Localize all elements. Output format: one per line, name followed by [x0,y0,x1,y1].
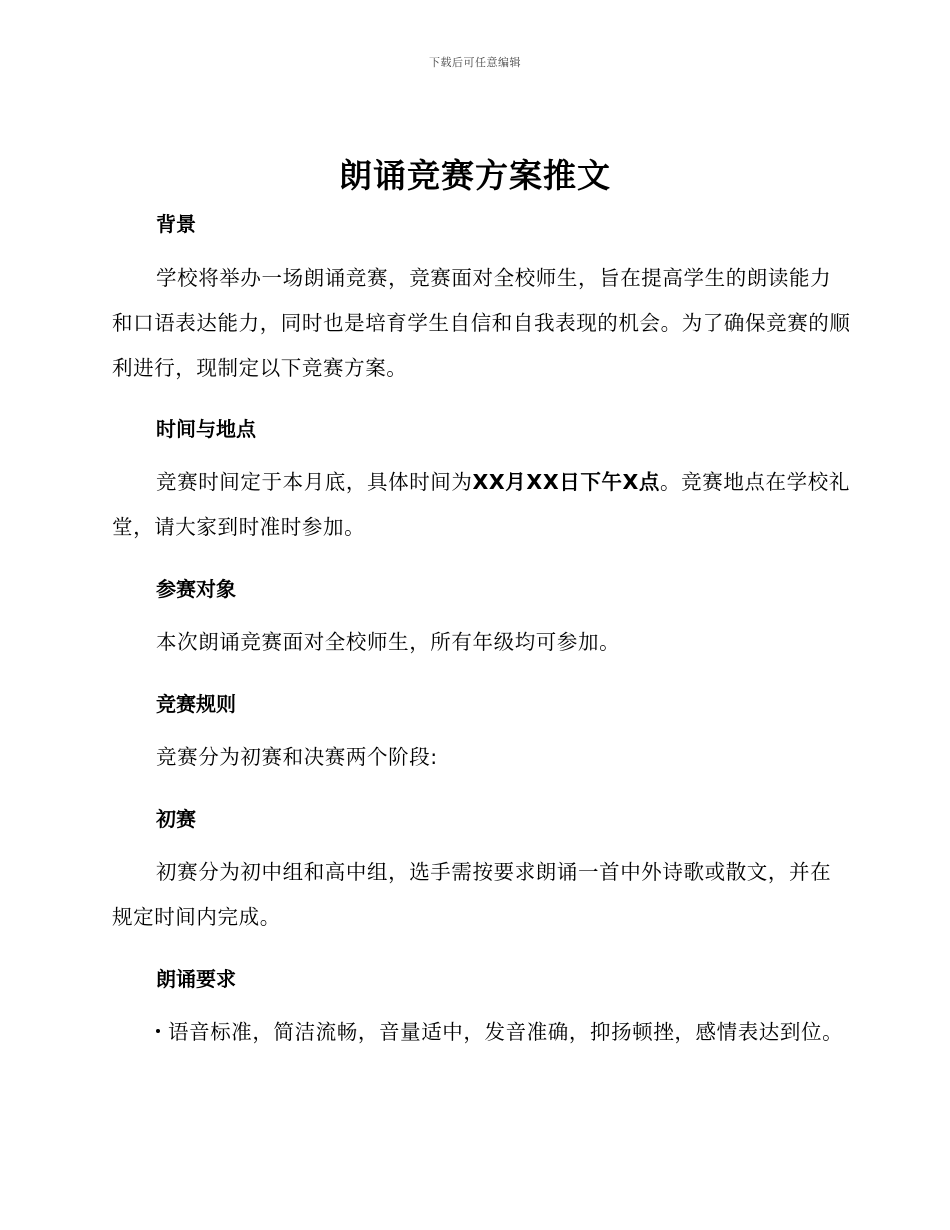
page-header-note: 下载后可任意编辑 [429,56,521,69]
heading-background: 背景 [156,212,196,236]
time-place-text-after: 。竞赛地点在学校礼堂，请大家到时准时参加。 [112,470,850,539]
paragraph-rules: 竞赛分为初赛和决赛两个阶段: [156,745,438,769]
bullet-requirements [112,1010,852,1055]
document-title: 朗诵竞赛方案推文 [339,156,611,195]
heading-requirements: 朗诵要求 [156,967,236,991]
heading-preliminary: 初赛 [156,807,196,831]
time-place-text-before: 竞赛时间定于本月底，具体时间为 [156,470,473,494]
paragraph-participants: 本次朗诵竞赛面对全校师生，所有年级均可参加。 [156,630,621,654]
heading-participants: 参赛对象 [156,577,236,601]
paragraph-preliminary: 初赛分为初中组和高中组，选手需按要求朗诵一首中外诗歌或散文，并在规定时间内完成。 [112,860,832,929]
time-place-emphasis: XX月XX日下午X点 [472,470,661,494]
bullet-requirements-text: 语音标准，简洁流畅，音量适中，发音准确，抑扬顿挫，感情表达到位。 [168,1020,844,1044]
paragraph-time-place [112,460,852,550]
heading-rules: 竞赛规则 [156,692,236,716]
bullet-dot-icon [156,1029,160,1033]
heading-time-place: 时间与地点 [156,417,256,441]
paragraph-background: 学校将举办一场朗诵竞赛，竞赛面对全校师生，旨在提高学生的朗读能力和口语表达能力，同时也是培育学生自信和自我表现的机会。为了确保竞赛的顺利进行，现制定以下竞赛方案。 [112,266,851,380]
